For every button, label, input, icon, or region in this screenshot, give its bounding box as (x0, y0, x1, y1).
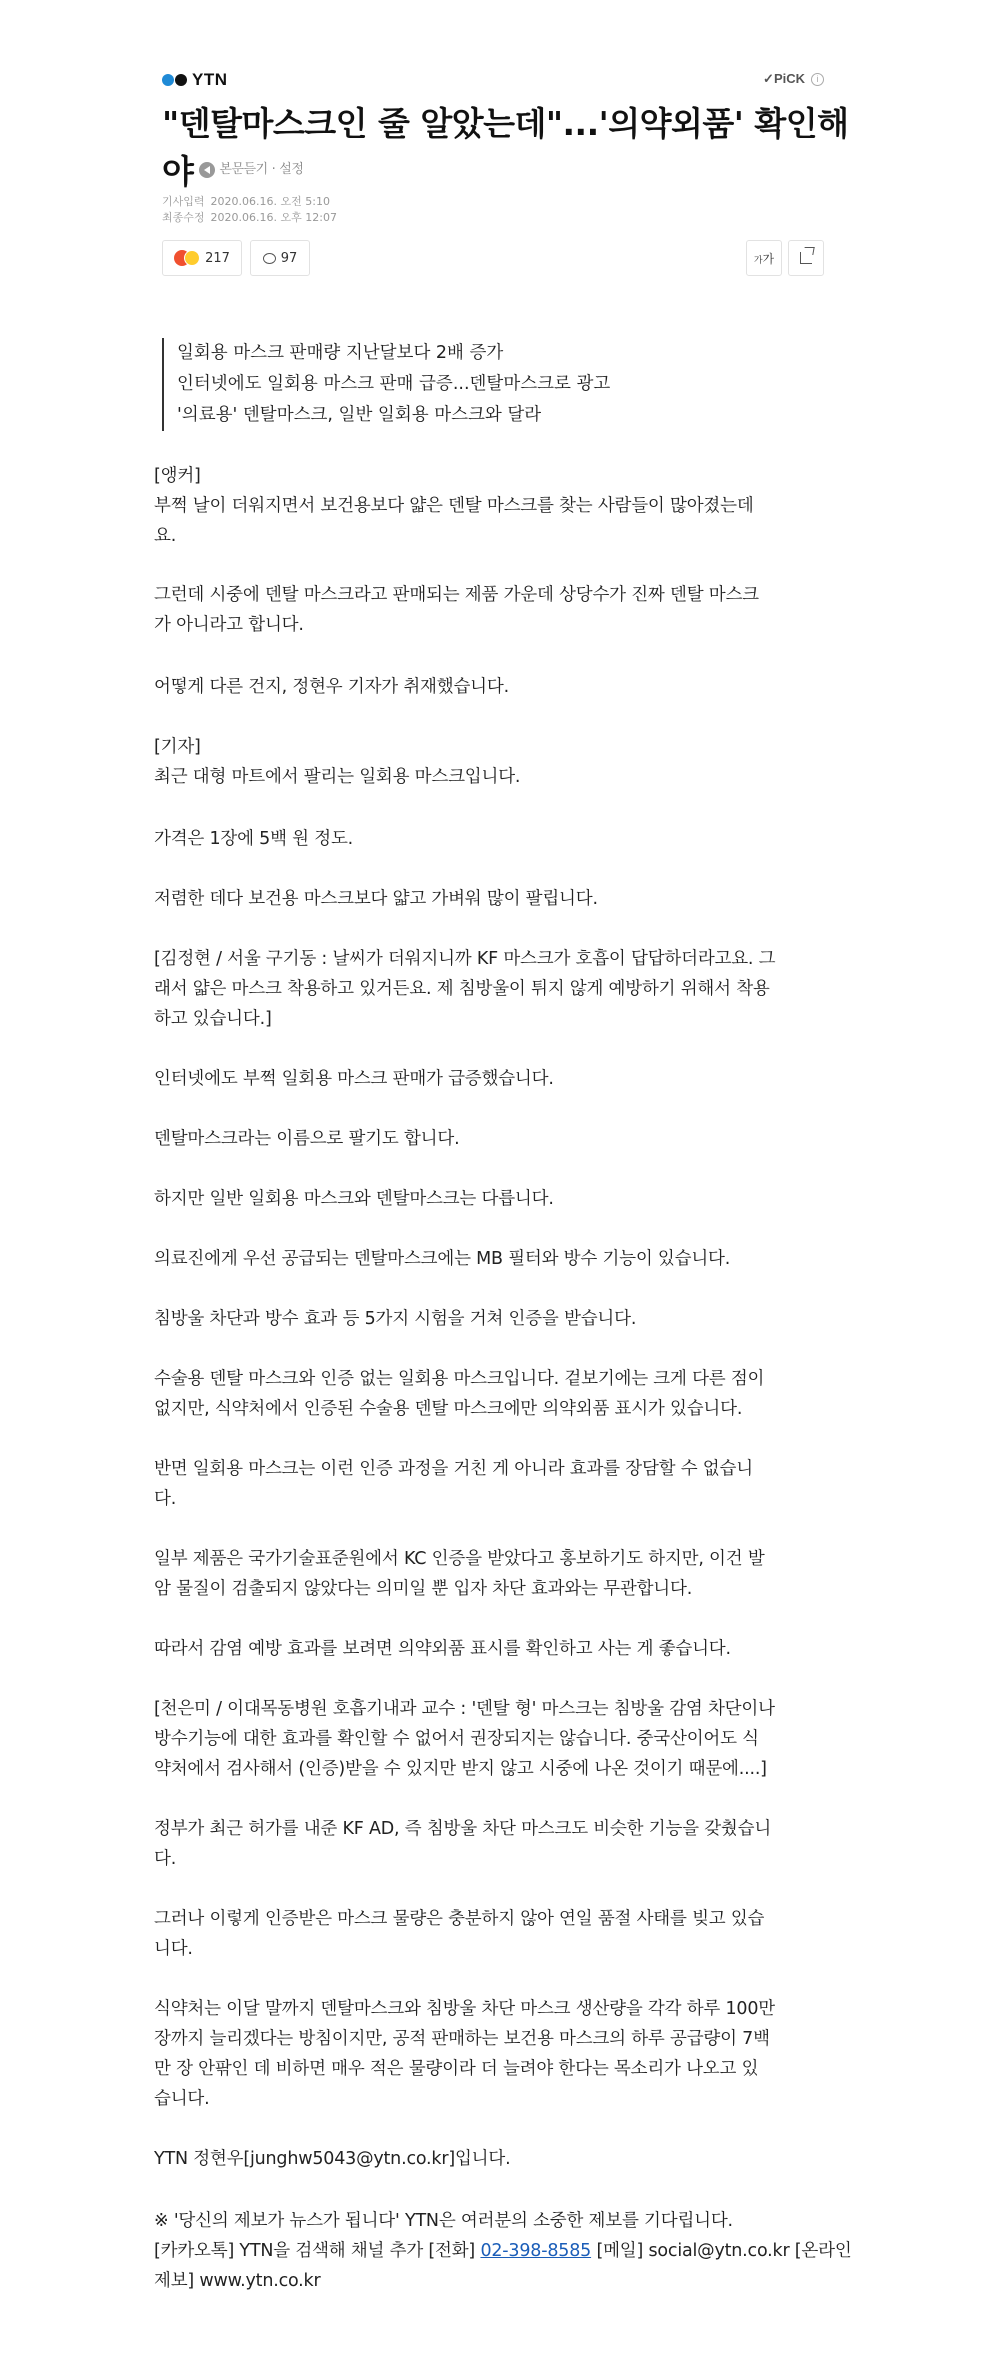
body-line: 반면 일회용 마스크는 이런 인증 과정을 거친 게 아니라 효과를 장담할 수 없습니 (154, 1459, 753, 1479)
body-line: 정부가 최근 허가를 내준 KF AD, 즉 침방울 차단 마스크도 비슷한 기능을 갖췄습니 (154, 1819, 772, 1839)
settings-button[interactable]: 설정 (279, 161, 304, 177)
body-line: 그런데 시중에 덴탈 마스크라고 판매되는 제품 가운데 상당수가 진짜 덴탈 마스크 (154, 585, 759, 605)
body-paragraph (154, 1544, 866, 1604)
published-date: 2020.06.16. 오전 5:10 (210, 195, 330, 208)
body-paragraph: 덴탈마스크라는 이름으로 팔기도 합니다. (154, 1129, 460, 1149)
reaction-count: 217 (205, 250, 230, 266)
body-line: 방수기능에 대한 효과를 확인할 수 없어서 권장되지는 않습니다. 중국산이어도 식 (154, 1729, 759, 1749)
reaction-button[interactable] (162, 240, 242, 276)
headline-tools (199, 146, 303, 194)
body-line: 만 장 안팎인 데 비하면 매우 적은 물량이라 더 늘려야 한다는 목소리가 나오고 있 (154, 2059, 759, 2079)
body-line: 니다. (154, 1939, 193, 1959)
body-paragraph: 의료진에게 우선 공급되는 덴탈마스크에는 MB 필터와 방수 기능이 있습니다. (154, 1249, 731, 1269)
summary-line: 일회용 마스크 판매량 지난달보다 2배 증가 (177, 343, 504, 363)
headline-text: "덴탈마스크인 줄 알았는데"...'의약외품' 확인해야 (162, 104, 849, 191)
article-headline (162, 100, 852, 198)
listen-button[interactable]: 본문듣기 (219, 161, 268, 177)
phone-link[interactable]: 02-398-8585 (480, 2241, 592, 2261)
speaker-icon[interactable] (199, 162, 215, 178)
body-line: 식약처는 이달 말까지 덴탈마스크와 침방울 차단 마스크 생산량을 각각 하루 100만 (154, 1999, 775, 2019)
body-line: 약처에서 검사해서 (인증)받을 수 있지만 받지 않고 시중에 나온 것이기 때문에....] (154, 1759, 767, 1779)
reaction-bar (162, 240, 824, 278)
comment-count: 97 (280, 250, 298, 266)
body-paragraph: 저렴한 데다 보건용 마스크보다 얇고 가벼워 많이 팔립니다. (154, 889, 598, 909)
comment-button[interactable] (250, 240, 310, 276)
pick-badge[interactable] (763, 71, 824, 87)
body-line: 하고 있습니다.] (154, 1009, 272, 1029)
reaction-emoji-icon (174, 250, 200, 266)
body-line: 없지만, 식약처에서 인증된 수술용 덴탈 마스크에만 의약외품 표시가 있습니다. (154, 1399, 743, 1419)
tip-contact-post: [메일] social@ytn.co.kr [온라인 제보] www.ytn.co.kr (154, 2241, 852, 2291)
body-paragraph: 인터넷에도 부쩍 일회용 마스크 판매가 급증했습니다. (154, 1069, 554, 1089)
logo-black-dot-icon (175, 74, 187, 86)
logo-blue-dot-icon (162, 74, 174, 86)
font-size-button[interactable] (746, 240, 782, 276)
body-line: 암 물질이 검출되지 않았다는 의미일 뿐 입자 차단 효과와는 무관합니다. (154, 1579, 693, 1599)
body-paragraph (154, 1994, 866, 2114)
modified-date: 2020.06.16. 오후 12:07 (210, 211, 337, 224)
reporter-signoff: YTN 정현우[junghw5043@ytn.co.kr]입니다. (154, 2149, 511, 2169)
body-paragraph (154, 732, 866, 792)
modified-label: 최종수정 (162, 211, 205, 224)
body-paragraph (154, 1694, 866, 1784)
body-paragraph (154, 1454, 866, 1514)
summary-line: '의료용' 덴탈마스크, 일반 일회용 마스크와 달라 (177, 405, 542, 425)
body-paragraph: 침방울 차단과 방수 효과 등 5가지 시험을 거쳐 인증을 받습니다. (154, 1309, 637, 1329)
body-line: [앵커] (154, 466, 201, 486)
article-header-bar (162, 66, 824, 96)
body-line: [김정현 / 서울 구기동 : 날씨가 더워지니까 KF 마스크가 호흡이 답답하더라고요. 그 (154, 949, 776, 969)
body-paragraph: 가격은 1장에 5백 원 정도. (154, 829, 354, 849)
body-paragraph: 따라서 감염 예방 효과를 보려면 의약외품 표시를 확인하고 사는 게 좋습니다. (154, 1639, 731, 1659)
body-line: 일부 제품은 국가기술표준원에서 KC 인증을 받았다고 홍보하기도 하지만, 이건 발 (154, 1549, 765, 1569)
body-paragraph (154, 1364, 866, 1424)
tools-separator: · (271, 161, 276, 177)
body-paragraph: 어떻게 다른 건지, 정현우 기자가 취재했습니다. (154, 677, 509, 697)
body-line: [천은미 / 이대목동병원 호흡기내과 교수 : '덴탈 형' 마스크는 침방울 감염 차단이나 (154, 1699, 775, 1719)
body-paragraph: 하지만 일반 일회용 마스크와 덴탈마스크는 다릅니다. (154, 1189, 554, 1209)
article-meta (162, 194, 337, 226)
body-paragraph (154, 1814, 866, 1874)
pick-label: ✓PiCK (763, 71, 805, 86)
body-line: 다. (154, 1489, 177, 1509)
share-button[interactable] (788, 240, 824, 276)
tip-notice (154, 2206, 866, 2296)
article-summary (162, 338, 610, 431)
body-line: 장까지 늘리겠다는 방침이지만, 공적 판매하는 보건용 마스크의 하루 공급량이 7백 (154, 2029, 770, 2049)
published-label: 기사입력 (162, 195, 205, 208)
body-paragraph (154, 944, 866, 1034)
ytn-logo[interactable] (162, 70, 228, 90)
body-line: 부쩍 날이 더워지면서 보건용보다 얇은 덴탈 마스크를 찾는 사람들이 많아졌는데 (154, 496, 754, 516)
body-line: 가 아니라고 합니다. (154, 615, 304, 635)
body-paragraph (154, 1904, 866, 1964)
body-line: 수술용 덴탈 마스크와 인증 없는 일회용 마스크입니다. 겉보기에는 크게 다른 점이 (154, 1369, 765, 1389)
body-paragraph (154, 580, 866, 640)
body-line: 습니다. (154, 2089, 210, 2109)
tip-contact-pre: [카카오톡] YTN을 검색해 채널 추가 [전화] (154, 2241, 481, 2261)
body-line: 최근 대형 마트에서 팔리는 일회용 마스크입니다. (154, 767, 521, 787)
modified-row (162, 210, 337, 226)
body-line: 래서 얇은 마스크 착용하고 있거든요. 제 침방울이 튀지 않게 예방하기 위해서 착용 (154, 979, 770, 999)
info-icon[interactable]: i (811, 73, 824, 86)
share-icon (800, 252, 812, 264)
tip-line: ※ '당신의 제보가 뉴스가 됩니다' YTN은 여러분의 소중한 제보를 기다립니다. (154, 2211, 733, 2231)
body-line: 요. (154, 526, 177, 546)
logo-text: YTN (192, 70, 228, 89)
comment-bubble-icon (263, 253, 276, 264)
body-paragraph (154, 461, 866, 551)
body-line: 그러나 이렇게 인증받은 마스크 물량은 충분하지 않아 연일 품절 사태를 빚고 있습 (154, 1909, 765, 1929)
published-row (162, 194, 337, 210)
body-line: 다. (154, 1849, 177, 1869)
body-line: [기자] (154, 737, 201, 757)
font-size-icon: 가가 (753, 251, 775, 266)
summary-line: 인터넷에도 일회용 마스크 판매 급증...덴탈마스크로 광고 (177, 374, 611, 394)
